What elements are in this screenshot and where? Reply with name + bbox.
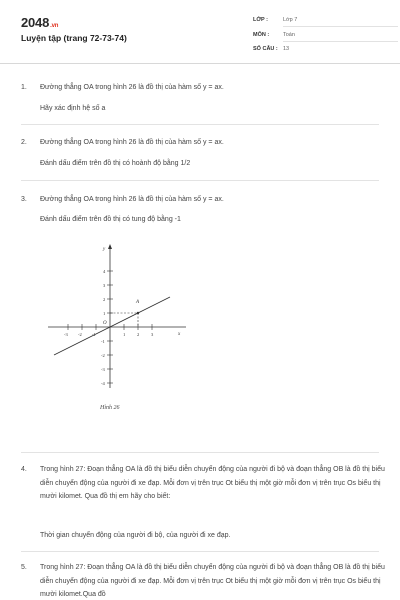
- x-tick-label: 2: [137, 332, 140, 337]
- question-number: 3.: [21, 196, 27, 203]
- x-tick-label: -2: [78, 332, 82, 337]
- question-divider: [21, 180, 379, 181]
- question-task: Thời gian chuyển động của người đi bộ, của người đi xe đạp.: [40, 532, 231, 539]
- x-tick-label: 1: [123, 332, 126, 337]
- question-divider: [21, 452, 379, 453]
- logo-domain: .vn: [50, 23, 59, 29]
- question-number: 5.: [21, 564, 27, 571]
- y-tick-label: 2: [103, 297, 106, 302]
- y-tick-label: 3: [103, 283, 106, 288]
- y-tick-label: 4: [103, 269, 106, 274]
- question-divider: [21, 124, 379, 125]
- question-text: Trong hình 27: Đoạn thẳng OA là đồ thị biểu diễn chuyển động của người đi bộ và đoạn thẳng OB là đồ thị biểu diễn chuyển động của người đi xe đạp. Mỗi đơn vị trên trục Ot biểu thị một giờ mỗi đơn vị trên trục Os biểu thị mười kilomet.Qua đồ: [40, 564, 385, 598]
- question-text: Trong hình 27: Đoạn thẳng OA là đồ thị biểu diễn chuyển động của người đi bộ và đoạn thẳng OB là đồ thị biểu diễn chuyển động của người đi xe đạp. Mỗi đơn vị trên trục Ot biểu thị một giờ mỗi đơn vị trên trục Os biểu thị mười kilomet. Qua đồ thị em hãy cho biết:: [40, 466, 385, 500]
- page-header: [0, 0, 400, 64]
- question-text: Đường thẳng OA trong hình 26 là đồ thị của hàm số y = ax.: [40, 84, 224, 91]
- meta-divider: [283, 26, 398, 27]
- meta-key: SỐ CÂU :: [253, 46, 278, 52]
- meta-divider: [283, 41, 398, 42]
- question-task: Hãy xác định hệ số a: [40, 105, 106, 112]
- meta-key: MÔN :: [253, 32, 270, 38]
- origin-label: O: [103, 321, 107, 326]
- point-a-label: A: [136, 300, 140, 305]
- x-axis-label: x: [178, 332, 181, 337]
- y-tick-label: -3: [101, 367, 105, 372]
- y-axis-arrow: [108, 244, 112, 249]
- question-task: Đánh dấu điểm trên đồ thị có tung độ bằng -1: [40, 216, 181, 223]
- figure-caption: Hình 26: [100, 405, 120, 411]
- question-divider: [21, 551, 379, 552]
- logo-text: 2048: [21, 15, 50, 30]
- y-tick-label: -2: [101, 353, 105, 358]
- y-tick-label: -4: [101, 381, 105, 386]
- question-number: 4.: [21, 466, 27, 473]
- x-tick-label: -3: [64, 332, 68, 337]
- meta-value: Toán: [283, 32, 295, 38]
- meta-value: Lớp 7: [283, 17, 298, 23]
- x-tick-label: -1: [92, 332, 96, 337]
- question-number: 2.: [21, 139, 27, 146]
- figure-graph-26: [40, 238, 190, 418]
- meta-key: LỚP :: [253, 17, 268, 23]
- line-oa: [54, 297, 170, 355]
- y-tick-label: -1: [101, 339, 105, 344]
- question-text: Đường thẳng OA trong hình 26 là đồ thị của hàm số y = ax.: [40, 139, 224, 146]
- site-logo[interactable]: [21, 15, 58, 30]
- point-a-marker: [137, 312, 139, 314]
- question-number: 1.: [21, 84, 27, 91]
- y-axis-label: y: [103, 247, 106, 252]
- question-text: Đường thẳng OA trong hình 26 là đồ thị của hàm số y = ax.: [40, 196, 224, 203]
- question-task: Đánh dấu điểm trên đồ thị có hoành độ bằng 1/2: [40, 160, 191, 167]
- page-title: Luyện tập (trang 72-73-74): [21, 33, 127, 43]
- meta-value: 13: [283, 46, 290, 52]
- y-tick-label: 1: [103, 311, 106, 316]
- x-tick-label: 3: [151, 332, 154, 337]
